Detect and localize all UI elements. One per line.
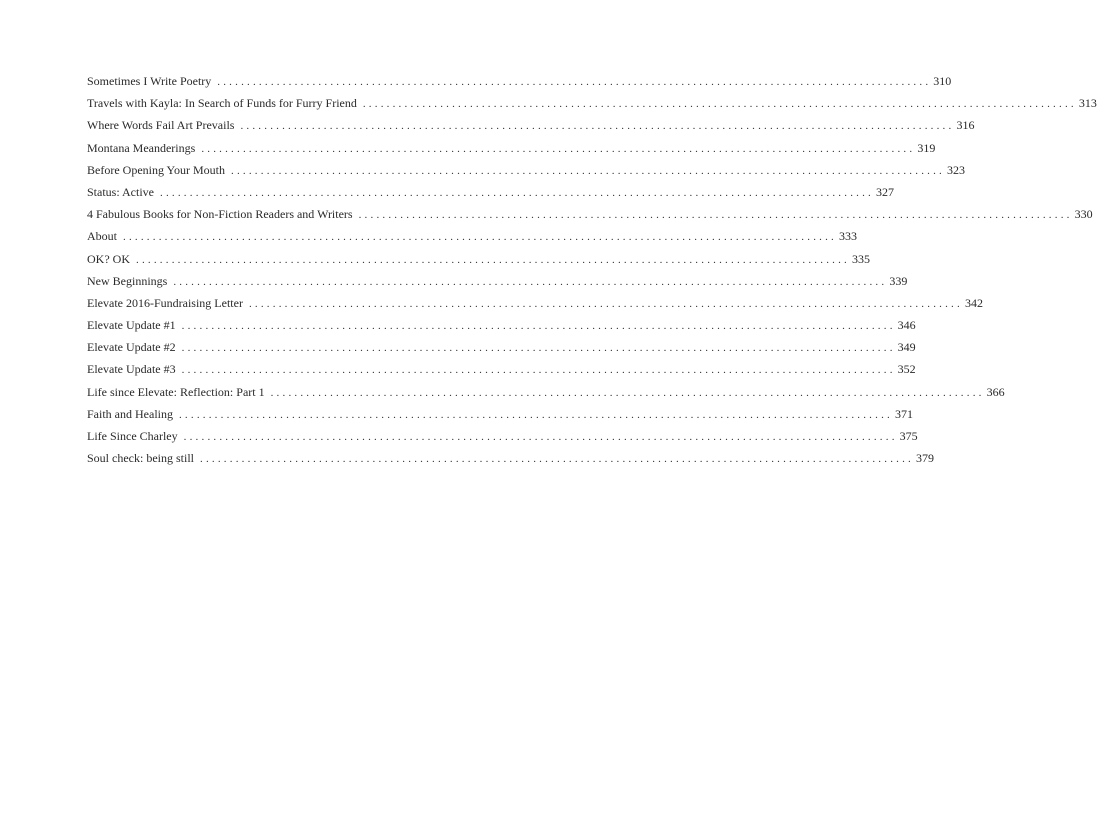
toc-entry xyxy=(87,425,918,447)
toc-entry-title: Sometimes I Write Poetry xyxy=(87,74,212,88)
toc-dot-leader: ........................................................................................................................ xyxy=(178,408,893,421)
table-of-contents xyxy=(87,70,1097,469)
toc-dot-leader: ........................................................................................................................ xyxy=(201,142,916,155)
toc-entry-page-number: 327 xyxy=(876,184,894,199)
toc-entry-page-number: 330 xyxy=(1074,207,1093,222)
toc-dot-leader: ........................................................................................................................ xyxy=(240,120,955,133)
toc-entry-page-number: 371 xyxy=(894,406,913,421)
toc-entry-page-number: 323 xyxy=(947,162,965,177)
toc-entry-title: Elevate Update #1 xyxy=(87,318,176,333)
toc-entry xyxy=(87,336,916,358)
toc-entry-page-number: 313 xyxy=(1078,96,1097,111)
toc-entry-title: Elevate 2016-Fundraising Letter xyxy=(87,295,243,310)
toc-entry xyxy=(87,381,1005,403)
toc-dot-leader: ........................................................................................................................ xyxy=(181,342,896,355)
toc-entry-title: About xyxy=(87,229,117,244)
toc-entry xyxy=(87,70,952,92)
toc-dot-leader: ........................................................................................................................ xyxy=(217,76,932,88)
toc-dot-leader: ........................................................................................................................ xyxy=(181,320,896,333)
toc-entry xyxy=(87,203,1093,225)
toc-entry xyxy=(87,270,908,292)
toc-entry-title: Elevate Update #3 xyxy=(87,362,176,377)
toc-entry-page-number: 335 xyxy=(852,251,870,266)
toc-entry xyxy=(87,403,913,425)
toc-dot-leader: ........................................................................................................................ xyxy=(160,186,874,199)
toc-dot-leader: ........................................................................................................................ xyxy=(123,231,837,244)
toc-entry-page-number: 342 xyxy=(964,295,983,310)
toc-entry-page-number: 333 xyxy=(839,229,857,244)
toc-entry-title: Life Since Charley xyxy=(87,429,178,443)
toc-entry xyxy=(87,447,934,469)
toc-entry xyxy=(87,181,894,203)
toc-entry-title: Before Opening Your Mouth xyxy=(87,162,225,177)
toc-entry xyxy=(87,292,983,314)
toc-entry xyxy=(87,114,975,136)
toc-entry-page-number: 316 xyxy=(956,118,975,133)
toc-dot-leader: ........................................................................................................................ xyxy=(358,209,1073,222)
toc-entry-title: Soul check: being still xyxy=(87,451,194,466)
toc-entry xyxy=(87,137,936,159)
toc-dot-leader: ........................................................................................................................ xyxy=(231,164,945,177)
toc-dot-leader: ........................................................................................................................ xyxy=(248,297,963,310)
toc-entry-title: Elevate Update #2 xyxy=(87,340,176,355)
toc-entry-page-number: 379 xyxy=(916,451,934,466)
toc-dot-leader: ........................................................................................................................ xyxy=(181,364,896,377)
toc-dot-leader: ........................................................................................................................ xyxy=(136,253,850,266)
toc-entry-page-number: 339 xyxy=(889,273,908,288)
toc-entry xyxy=(87,314,916,336)
toc-entry-page-number: 352 xyxy=(897,362,916,377)
toc-entry-title: Travels with Kayla: In Search of Funds for Furry Friend xyxy=(87,96,357,111)
toc-entry xyxy=(87,92,1097,114)
toc-dot-leader: ........................................................................................................................ xyxy=(362,98,1077,111)
toc-entry-page-number: 375 xyxy=(899,429,918,443)
toc-entry-title: OK? OK xyxy=(87,251,130,266)
toc-entry-page-number: 319 xyxy=(917,140,936,155)
toc-dot-leader: ........................................................................................................................ xyxy=(200,453,914,466)
toc-entry-title: Montana Meanderings xyxy=(87,140,196,155)
toc-entry xyxy=(87,248,870,270)
toc-entry-page-number: 346 xyxy=(897,318,916,333)
toc-dot-leader: ........................................................................................................................ xyxy=(183,431,898,443)
toc-entry-title: Faith and Healing xyxy=(87,406,173,421)
toc-entry xyxy=(87,159,965,181)
toc-entry-page-number: 366 xyxy=(986,384,1005,399)
toc-entry-title: 4 Fabulous Books for Non-Fiction Readers and Writers xyxy=(87,207,353,222)
toc-entry-title: New Beginnings xyxy=(87,273,168,288)
toc-entry xyxy=(87,358,916,380)
toc-dot-leader: ........................................................................................................................ xyxy=(173,275,888,288)
toc-entry-title: Where Words Fail Art Prevails xyxy=(87,118,235,133)
toc-entry-title: Status: Active xyxy=(87,184,154,199)
toc-entry-page-number: 310 xyxy=(933,74,952,88)
toc-entry-title: Life since Elevate: Reflection: Part 1 xyxy=(87,384,265,399)
toc-entry-page-number: 349 xyxy=(897,340,916,355)
toc-entry xyxy=(87,225,857,247)
toc-dot-leader: ........................................................................................................................ xyxy=(270,386,985,399)
